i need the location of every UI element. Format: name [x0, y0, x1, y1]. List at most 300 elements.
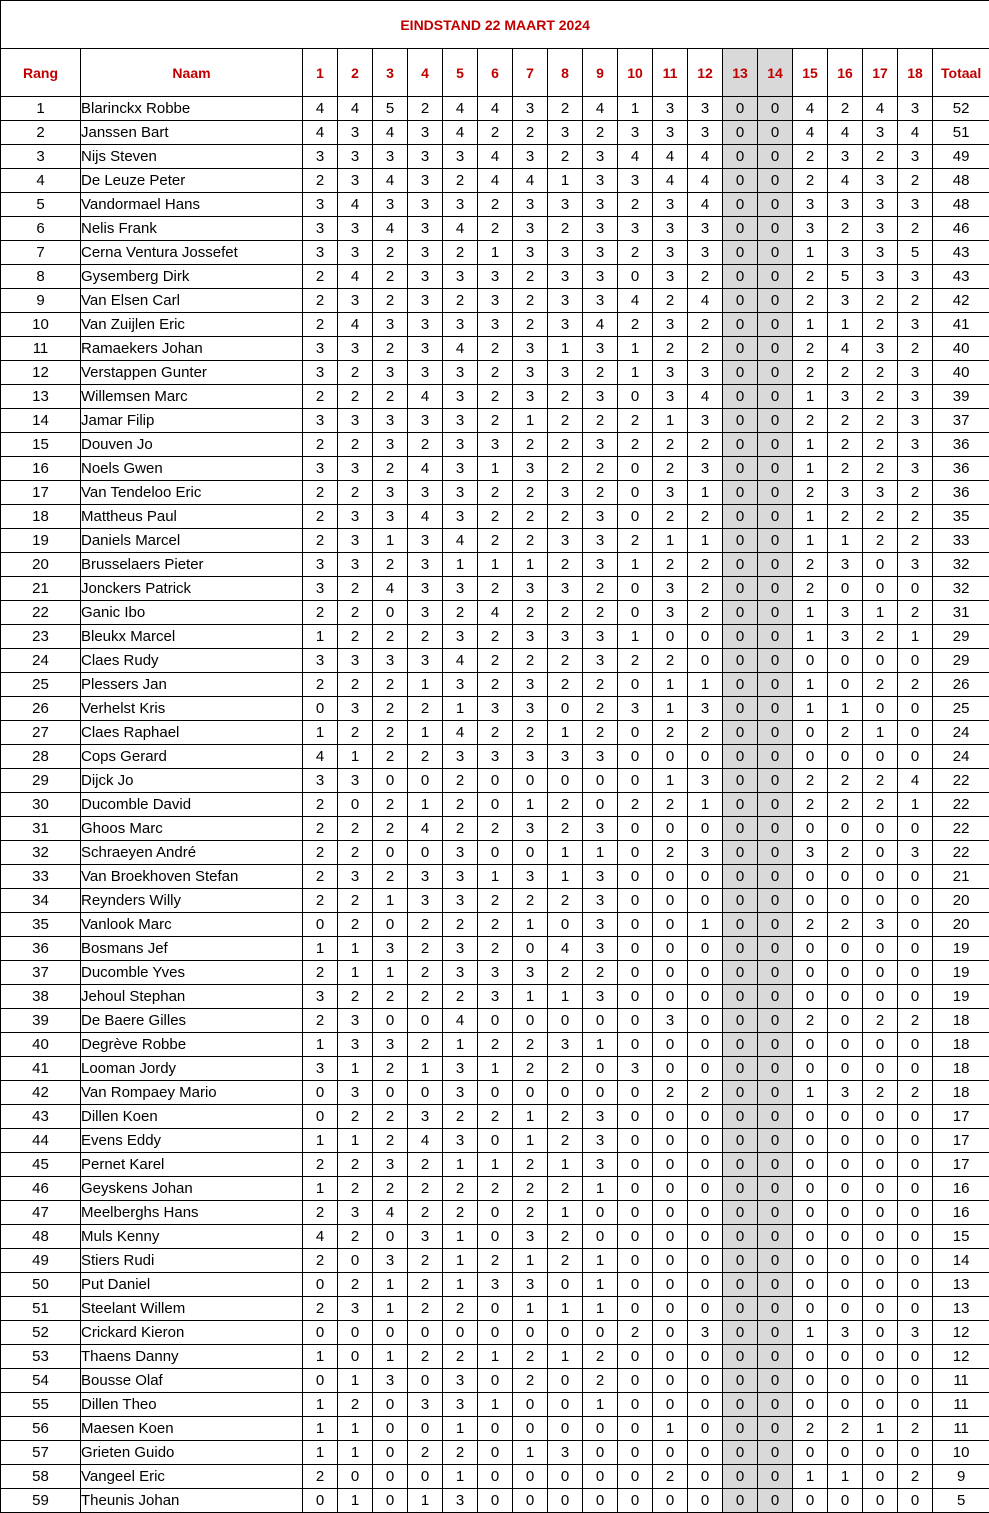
score-cell-hole-3: 2 — [373, 673, 408, 697]
score-cell-hole-8: 2 — [548, 1225, 583, 1249]
score-cell-hole-10: 1 — [618, 337, 653, 361]
score-cell-hole-15: 2 — [793, 553, 828, 577]
score-cell-hole-8: 0 — [548, 1393, 583, 1417]
score-cell-hole-1: 0 — [303, 1369, 338, 1393]
score-cell-hole-17: 0 — [863, 745, 898, 769]
score-cell-hole-10: 4 — [618, 145, 653, 169]
score-cell-hole-8: 3 — [548, 745, 583, 769]
score-cell-hole-16: 1 — [828, 697, 863, 721]
totaal-cell: 22 — [933, 817, 989, 841]
score-cell-hole-1: 3 — [303, 217, 338, 241]
score-cell-hole-17: 0 — [863, 841, 898, 865]
score-cell-hole-5: 4 — [443, 97, 478, 121]
naam-cell: Bousse Olaf — [81, 1369, 303, 1393]
score-cell-hole-3: 2 — [373, 817, 408, 841]
score-cell-hole-2: 3 — [338, 217, 373, 241]
score-cell-hole-13: 0 — [723, 985, 758, 1009]
score-cell-hole-2: 2 — [338, 601, 373, 625]
score-cell-hole-12: 4 — [688, 193, 723, 217]
naam-cell: De Baere Gilles — [81, 1009, 303, 1033]
rang-cell: 57 — [1, 1441, 81, 1465]
score-cell-hole-11: 2 — [653, 721, 688, 745]
score-cell-hole-13: 0 — [723, 457, 758, 481]
totaal-cell: 40 — [933, 361, 989, 385]
score-cell-hole-13: 0 — [723, 1465, 758, 1489]
rang-cell: 3 — [1, 145, 81, 169]
score-cell-hole-13: 0 — [723, 601, 758, 625]
table-row — [1, 937, 989, 961]
score-cell-hole-8: 2 — [548, 217, 583, 241]
score-cell-hole-4: 4 — [408, 817, 443, 841]
table-row — [1, 313, 989, 337]
score-cell-hole-12: 0 — [688, 817, 723, 841]
naam-cell: Jamar Filip — [81, 409, 303, 433]
score-cell-hole-18: 2 — [898, 529, 933, 553]
totaal-cell: 14 — [933, 1249, 989, 1273]
totaal-cell: 48 — [933, 169, 989, 193]
score-cell-hole-15: 2 — [793, 793, 828, 817]
score-cell-hole-2: 1 — [338, 961, 373, 985]
score-cell-hole-1: 4 — [303, 745, 338, 769]
score-cell-hole-13: 0 — [723, 505, 758, 529]
score-cell-hole-12: 0 — [688, 1249, 723, 1273]
score-cell-hole-16: 3 — [828, 1321, 863, 1345]
score-cell-hole-6: 0 — [478, 769, 513, 793]
score-cell-hole-2: 2 — [338, 817, 373, 841]
naam-cell: Van Tendeloo Eric — [81, 481, 303, 505]
score-cell-hole-13: 0 — [723, 865, 758, 889]
score-cell-hole-15: 2 — [793, 145, 828, 169]
score-cell-hole-3: 2 — [373, 337, 408, 361]
score-cell-hole-16: 1 — [828, 529, 863, 553]
score-cell-hole-3: 2 — [373, 721, 408, 745]
score-cell-hole-1: 3 — [303, 649, 338, 673]
score-cell-hole-5: 3 — [443, 457, 478, 481]
table-row — [1, 1225, 989, 1249]
rang-cell: 34 — [1, 889, 81, 913]
table-row — [1, 169, 989, 193]
score-cell-hole-1: 0 — [303, 1321, 338, 1345]
score-cell-hole-14: 0 — [758, 865, 793, 889]
score-cell-hole-16: 3 — [828, 625, 863, 649]
score-cell-hole-17: 0 — [863, 1489, 898, 1513]
header-hole-16: 16 — [828, 49, 863, 97]
score-cell-hole-3: 2 — [373, 289, 408, 313]
rang-cell: 7 — [1, 241, 81, 265]
table-row — [1, 889, 989, 913]
score-cell-hole-7: 3 — [513, 1225, 548, 1249]
score-cell-hole-17: 2 — [863, 457, 898, 481]
score-cell-hole-17: 0 — [863, 649, 898, 673]
rang-cell: 29 — [1, 769, 81, 793]
score-cell-hole-8: 3 — [548, 265, 583, 289]
score-cell-hole-1: 3 — [303, 241, 338, 265]
score-cell-hole-6: 2 — [478, 121, 513, 145]
naam-cell: Vandormael Hans — [81, 193, 303, 217]
score-cell-hole-5: 3 — [443, 1057, 478, 1081]
score-cell-hole-7: 0 — [513, 1081, 548, 1105]
score-cell-hole-9: 1 — [583, 1393, 618, 1417]
score-cell-hole-7: 3 — [513, 745, 548, 769]
score-cell-hole-15: 1 — [793, 601, 828, 625]
score-cell-hole-7: 3 — [513, 97, 548, 121]
table-row — [1, 601, 989, 625]
score-cell-hole-1: 3 — [303, 457, 338, 481]
score-cell-hole-12: 4 — [688, 385, 723, 409]
header-rang: Rang — [1, 49, 81, 97]
score-cell-hole-8: 2 — [548, 601, 583, 625]
score-cell-hole-17: 3 — [863, 169, 898, 193]
score-cell-hole-2: 2 — [338, 1225, 373, 1249]
score-cell-hole-13: 0 — [723, 481, 758, 505]
score-cell-hole-13: 0 — [723, 1225, 758, 1249]
score-cell-hole-14: 0 — [758, 721, 793, 745]
rang-cell: 44 — [1, 1129, 81, 1153]
score-cell-hole-7: 2 — [513, 121, 548, 145]
score-cell-hole-7: 2 — [513, 1369, 548, 1393]
table-row — [1, 817, 989, 841]
score-cell-hole-14: 0 — [758, 1129, 793, 1153]
score-cell-hole-7: 2 — [513, 1201, 548, 1225]
naam-cell: Vangeel Eric — [81, 1465, 303, 1489]
score-cell-hole-18: 3 — [898, 385, 933, 409]
naam-cell: Bleukx Marcel — [81, 625, 303, 649]
score-cell-hole-15: 0 — [793, 1393, 828, 1417]
score-cell-hole-12: 1 — [688, 481, 723, 505]
score-cell-hole-18: 3 — [898, 433, 933, 457]
score-cell-hole-4: 4 — [408, 505, 443, 529]
score-cell-hole-12: 0 — [688, 1297, 723, 1321]
score-cell-hole-1: 0 — [303, 1105, 338, 1129]
table-row — [1, 97, 989, 121]
score-cell-hole-14: 0 — [758, 817, 793, 841]
score-cell-hole-7: 1 — [513, 793, 548, 817]
score-cell-hole-8: 2 — [548, 385, 583, 409]
score-cell-hole-6: 2 — [478, 913, 513, 937]
score-cell-hole-3: 0 — [373, 1081, 408, 1105]
score-cell-hole-4: 1 — [408, 721, 443, 745]
score-cell-hole-2: 2 — [338, 889, 373, 913]
header-hole-4: 4 — [408, 49, 443, 97]
score-cell-hole-12: 0 — [688, 649, 723, 673]
score-cell-hole-14: 0 — [758, 193, 793, 217]
totaal-cell: 37 — [933, 409, 989, 433]
table-row — [1, 121, 989, 145]
score-cell-hole-6: 3 — [478, 265, 513, 289]
score-cell-hole-8: 3 — [548, 625, 583, 649]
table-row — [1, 1441, 989, 1465]
score-cell-hole-8: 2 — [548, 145, 583, 169]
score-cell-hole-13: 0 — [723, 553, 758, 577]
score-cell-hole-14: 0 — [758, 1345, 793, 1369]
rang-cell: 49 — [1, 1249, 81, 1273]
score-cell-hole-6: 4 — [478, 145, 513, 169]
score-cell-hole-1: 1 — [303, 625, 338, 649]
score-cell-hole-13: 0 — [723, 673, 758, 697]
score-cell-hole-16: 3 — [828, 289, 863, 313]
rang-cell: 6 — [1, 217, 81, 241]
score-cell-hole-10: 3 — [618, 121, 653, 145]
score-cell-hole-9: 3 — [583, 169, 618, 193]
score-cell-hole-17: 3 — [863, 193, 898, 217]
score-cell-hole-18: 2 — [898, 601, 933, 625]
score-cell-hole-1: 1 — [303, 1033, 338, 1057]
score-cell-hole-17: 0 — [863, 1249, 898, 1273]
score-cell-hole-11: 0 — [653, 1249, 688, 1273]
score-cell-hole-8: 3 — [548, 529, 583, 553]
score-cell-hole-14: 0 — [758, 481, 793, 505]
score-cell-hole-14: 0 — [758, 1201, 793, 1225]
score-cell-hole-5: 3 — [443, 673, 478, 697]
score-cell-hole-6: 3 — [478, 985, 513, 1009]
table-row — [1, 217, 989, 241]
score-cell-hole-8: 0 — [548, 1465, 583, 1489]
score-cell-hole-3: 2 — [373, 985, 408, 1009]
score-cell-hole-3: 0 — [373, 601, 408, 625]
score-cell-hole-11: 3 — [653, 577, 688, 601]
score-cell-hole-1: 2 — [303, 385, 338, 409]
score-cell-hole-2: 3 — [338, 1201, 373, 1225]
score-cell-hole-5: 2 — [443, 1105, 478, 1129]
score-cell-hole-18: 0 — [898, 961, 933, 985]
totaal-cell: 36 — [933, 481, 989, 505]
score-cell-hole-13: 0 — [723, 409, 758, 433]
score-cell-hole-11: 0 — [653, 1057, 688, 1081]
score-cell-hole-5: 3 — [443, 625, 478, 649]
score-cell-hole-12: 3 — [688, 361, 723, 385]
score-cell-hole-15: 0 — [793, 889, 828, 913]
score-cell-hole-5: 1 — [443, 1273, 478, 1297]
score-cell-hole-15: 0 — [793, 1441, 828, 1465]
score-cell-hole-3: 3 — [373, 649, 408, 673]
score-cell-hole-2: 1 — [338, 745, 373, 769]
score-cell-hole-13: 0 — [723, 1129, 758, 1153]
naam-cell: Ghoos Marc — [81, 817, 303, 841]
score-cell-hole-8: 0 — [548, 1369, 583, 1393]
score-cell-hole-10: 4 — [618, 289, 653, 313]
score-cell-hole-4: 0 — [408, 1081, 443, 1105]
score-cell-hole-12: 2 — [688, 553, 723, 577]
table-row — [1, 913, 989, 937]
score-cell-hole-15: 1 — [793, 385, 828, 409]
naam-cell: Theunis Johan — [81, 1489, 303, 1513]
score-cell-hole-11: 0 — [653, 1393, 688, 1417]
score-cell-hole-5: 1 — [443, 1417, 478, 1441]
rang-cell: 1 — [1, 97, 81, 121]
table-row — [1, 145, 989, 169]
rang-cell: 19 — [1, 529, 81, 553]
rang-cell: 40 — [1, 1033, 81, 1057]
score-cell-hole-6: 3 — [478, 433, 513, 457]
score-cell-hole-16: 0 — [828, 1297, 863, 1321]
score-cell-hole-16: 5 — [828, 265, 863, 289]
rang-cell: 13 — [1, 385, 81, 409]
score-cell-hole-15: 0 — [793, 649, 828, 673]
score-cell-hole-9: 1 — [583, 1297, 618, 1321]
score-cell-hole-17: 3 — [863, 481, 898, 505]
naam-cell: Crickard Kieron — [81, 1321, 303, 1345]
score-cell-hole-11: 2 — [653, 553, 688, 577]
score-cell-hole-14: 0 — [758, 121, 793, 145]
score-cell-hole-13: 0 — [723, 697, 758, 721]
table-row — [1, 433, 989, 457]
rang-cell: 35 — [1, 913, 81, 937]
naam-cell: Dillen Koen — [81, 1105, 303, 1129]
score-cell-hole-3: 5 — [373, 97, 408, 121]
totaal-cell: 42 — [933, 289, 989, 313]
table-row — [1, 241, 989, 265]
score-cell-hole-6: 3 — [478, 1273, 513, 1297]
score-cell-hole-7: 0 — [513, 1465, 548, 1489]
score-cell-hole-8: 1 — [548, 1153, 583, 1177]
score-cell-hole-2: 4 — [338, 313, 373, 337]
score-cell-hole-16: 2 — [828, 217, 863, 241]
score-cell-hole-5: 4 — [443, 649, 478, 673]
score-cell-hole-5: 1 — [443, 553, 478, 577]
totaal-cell: 51 — [933, 121, 989, 145]
score-cell-hole-12: 0 — [688, 961, 723, 985]
score-cell-hole-9: 2 — [583, 961, 618, 985]
score-cell-hole-5: 3 — [443, 361, 478, 385]
score-cell-hole-6: 1 — [478, 241, 513, 265]
score-cell-hole-10: 0 — [618, 1489, 653, 1513]
score-cell-hole-5: 1 — [443, 1225, 478, 1249]
score-cell-hole-8: 2 — [548, 1057, 583, 1081]
score-cell-hole-11: 3 — [653, 313, 688, 337]
score-cell-hole-16: 0 — [828, 1033, 863, 1057]
rang-cell: 11 — [1, 337, 81, 361]
score-cell-hole-16: 0 — [828, 889, 863, 913]
score-cell-hole-18: 0 — [898, 817, 933, 841]
naam-cell: Ganic Ibo — [81, 601, 303, 625]
score-cell-hole-8: 0 — [548, 1009, 583, 1033]
score-cell-hole-18: 0 — [898, 649, 933, 673]
score-cell-hole-2: 3 — [338, 1009, 373, 1033]
score-cell-hole-7: 1 — [513, 1249, 548, 1273]
score-cell-hole-2: 2 — [338, 1393, 373, 1417]
score-cell-hole-11: 2 — [653, 337, 688, 361]
header-row — [1, 49, 989, 97]
score-cell-hole-16: 2 — [828, 793, 863, 817]
score-cell-hole-16: 2 — [828, 433, 863, 457]
score-cell-hole-6: 0 — [478, 1441, 513, 1465]
header-hole-10: 10 — [618, 49, 653, 97]
table-row — [1, 985, 989, 1009]
score-cell-hole-2: 3 — [338, 241, 373, 265]
score-cell-hole-6: 0 — [478, 1321, 513, 1345]
table-row — [1, 1249, 989, 1273]
naam-cell: Ducomble Yves — [81, 961, 303, 985]
score-cell-hole-6: 3 — [478, 697, 513, 721]
header-naam: Naam — [81, 49, 303, 97]
score-cell-hole-9: 1 — [583, 1249, 618, 1273]
score-cell-hole-7: 3 — [513, 817, 548, 841]
score-cell-hole-4: 2 — [408, 961, 443, 985]
score-cell-hole-11: 1 — [653, 673, 688, 697]
score-cell-hole-15: 0 — [793, 1297, 828, 1321]
totaal-cell: 18 — [933, 1081, 989, 1105]
score-cell-hole-9: 2 — [583, 697, 618, 721]
score-cell-hole-8: 2 — [548, 793, 583, 817]
score-cell-hole-14: 0 — [758, 1393, 793, 1417]
score-cell-hole-18: 5 — [898, 241, 933, 265]
rang-cell: 21 — [1, 577, 81, 601]
naam-cell: Reynders Willy — [81, 889, 303, 913]
score-cell-hole-2: 3 — [338, 769, 373, 793]
score-cell-hole-6: 2 — [478, 193, 513, 217]
score-cell-hole-9: 3 — [583, 193, 618, 217]
score-cell-hole-15: 0 — [793, 1225, 828, 1249]
score-cell-hole-10: 0 — [618, 265, 653, 289]
table-row — [1, 337, 989, 361]
score-cell-hole-17: 2 — [863, 793, 898, 817]
score-cell-hole-10: 3 — [618, 217, 653, 241]
score-cell-hole-6: 2 — [478, 481, 513, 505]
score-cell-hole-11: 0 — [653, 1369, 688, 1393]
score-cell-hole-8: 1 — [548, 1201, 583, 1225]
score-cell-hole-12: 0 — [688, 1489, 723, 1513]
table-row — [1, 1081, 989, 1105]
score-cell-hole-12: 3 — [688, 1321, 723, 1345]
score-cell-hole-12: 3 — [688, 697, 723, 721]
score-cell-hole-15: 1 — [793, 1321, 828, 1345]
score-cell-hole-11: 2 — [653, 793, 688, 817]
score-cell-hole-10: 0 — [618, 601, 653, 625]
score-cell-hole-3: 0 — [373, 1465, 408, 1489]
totaal-cell: 19 — [933, 985, 989, 1009]
score-cell-hole-9: 1 — [583, 1033, 618, 1057]
score-cell-hole-17: 0 — [863, 865, 898, 889]
score-cell-hole-12: 3 — [688, 769, 723, 793]
rang-cell: 16 — [1, 457, 81, 481]
score-cell-hole-13: 0 — [723, 433, 758, 457]
score-cell-hole-10: 0 — [618, 1297, 653, 1321]
score-cell-hole-12: 2 — [688, 601, 723, 625]
score-cell-hole-10: 0 — [618, 817, 653, 841]
score-cell-hole-11: 3 — [653, 481, 688, 505]
score-cell-hole-13: 0 — [723, 961, 758, 985]
score-cell-hole-8: 0 — [548, 1417, 583, 1441]
score-cell-hole-7: 2 — [513, 1177, 548, 1201]
score-cell-hole-18: 2 — [898, 1009, 933, 1033]
score-cell-hole-4: 1 — [408, 673, 443, 697]
table-row — [1, 1105, 989, 1129]
score-cell-hole-15: 2 — [793, 265, 828, 289]
score-cell-hole-14: 0 — [758, 553, 793, 577]
score-cell-hole-9: 2 — [583, 361, 618, 385]
score-cell-hole-3: 4 — [373, 577, 408, 601]
naam-cell: Douven Jo — [81, 433, 303, 457]
score-cell-hole-12: 2 — [688, 337, 723, 361]
score-cell-hole-5: 2 — [443, 769, 478, 793]
score-cell-hole-17: 0 — [863, 889, 898, 913]
score-cell-hole-13: 0 — [723, 841, 758, 865]
score-cell-hole-15: 2 — [793, 1009, 828, 1033]
score-cell-hole-5: 3 — [443, 481, 478, 505]
score-cell-hole-5: 4 — [443, 121, 478, 145]
score-cell-hole-14: 0 — [758, 1249, 793, 1273]
score-cell-hole-8: 2 — [548, 1249, 583, 1273]
score-cell-hole-7: 3 — [513, 673, 548, 697]
score-cell-hole-4: 2 — [408, 1249, 443, 1273]
naam-cell: Plessers Jan — [81, 673, 303, 697]
score-cell-hole-1: 3 — [303, 1057, 338, 1081]
score-cell-hole-16: 0 — [828, 1249, 863, 1273]
score-cell-hole-18: 0 — [898, 1033, 933, 1057]
table-row — [1, 1201, 989, 1225]
table-row — [1, 1273, 989, 1297]
rang-cell: 8 — [1, 265, 81, 289]
